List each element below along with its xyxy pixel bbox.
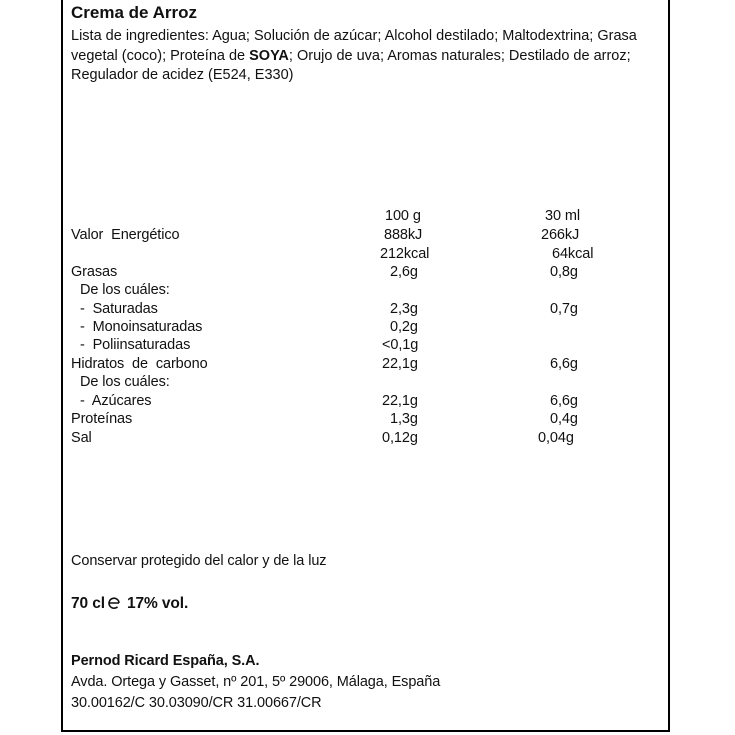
nutrition-label-monounsaturated: - Monoinsaturadas xyxy=(80,319,203,335)
nutrition-label-carbohydrates: Hidratos de carbono xyxy=(71,356,208,372)
nutrition-value-protein-30ml: 0,4g xyxy=(550,411,578,427)
ingredients-text-1: Lista de ingredientes: Agua; Solución de azúcar; Alcohol destilado; Maltodextrina; Grasa vegetal (coco); Proteína de xyxy=(71,28,637,64)
nutrition-value-carbohydrates-100g: 22,1g xyxy=(382,356,418,372)
estimated-sign-icon xyxy=(107,596,121,610)
nutrition-value-carbohydrates-30ml: 6,6g xyxy=(550,356,578,372)
column-header-100g: 100 g xyxy=(385,208,421,224)
nutrition-label-of-which-fat: De los cuáles: xyxy=(80,282,170,298)
nutrition-label-polyunsaturated: - Poliinsaturadas xyxy=(80,337,191,353)
nutrition-label-fat: Grasas xyxy=(71,264,118,280)
nutrition-label-of-which-carbs: De los cuáles: xyxy=(80,374,170,390)
nutrition-value-saturated-30ml: 0,7g xyxy=(550,301,578,317)
nutrition-value-energy-kcal-100g: 212kcal xyxy=(380,246,430,262)
nutrition-value-fat-100g: 2,6g xyxy=(390,264,418,280)
nutrition-label-energy: Valor Energético xyxy=(71,227,180,243)
nutrition-value-saturated-100g: 2,3g xyxy=(390,301,418,317)
product-title: Crema de Arroz xyxy=(71,3,197,22)
nutrition-value-protein-100g: 1,3g xyxy=(390,411,418,427)
nutrition-label-sugars: - Azúcares xyxy=(80,393,152,409)
nutrition-value-salt-30ml: 0,04g xyxy=(538,430,574,446)
nutrition-value-sugars-100g: 22,1g xyxy=(382,393,418,409)
column-header-30ml: 30 ml xyxy=(545,208,580,224)
volume-line xyxy=(71,594,188,614)
nutrition-value-monounsaturated-100g: 0,2g xyxy=(390,319,418,335)
nutrition-value-polyunsaturated-100g: <0,1g xyxy=(382,337,419,353)
nutrition-value-fat-30ml: 0,8g xyxy=(550,264,578,280)
nutrition-value-salt-100g: 0,12g xyxy=(382,430,418,446)
nutrition-value-energy-kj-100g: 888kJ xyxy=(384,227,423,243)
ingredients-list xyxy=(71,27,661,86)
nutrition-label-saturated: - Saturadas xyxy=(80,301,158,317)
nutrition-value-sugars-30ml: 6,6g xyxy=(550,393,578,409)
storage-instructions: Conservar protegido del calor y de la luz xyxy=(71,553,327,569)
nutrition-value-energy-kj-30ml: 266kJ xyxy=(541,227,580,243)
nutrition-label-salt: Sal xyxy=(71,430,92,446)
volume-abv: 17% vol. xyxy=(126,595,189,612)
nutrition-value-energy-kcal-30ml: 64kcal xyxy=(552,246,594,262)
producer-name: Pernod Ricard España, S.A. xyxy=(71,653,260,669)
volume-amount: 70 cl xyxy=(71,595,105,612)
nutrition-label-protein: Proteínas xyxy=(71,411,133,427)
ingredients-text-2: ; Orujo de uva; Aromas naturales; Destilado de arroz; Regulador de acidez (E524, E330) xyxy=(71,47,631,83)
producer-address: Avda. Ortega y Gasset, nº 201, 5º 29006, Málaga, España xyxy=(71,674,441,690)
allergen-soya: SOYA xyxy=(249,47,289,64)
registration-codes: 30.00162/C 30.03090/CR 31.00667/CR xyxy=(71,695,322,711)
